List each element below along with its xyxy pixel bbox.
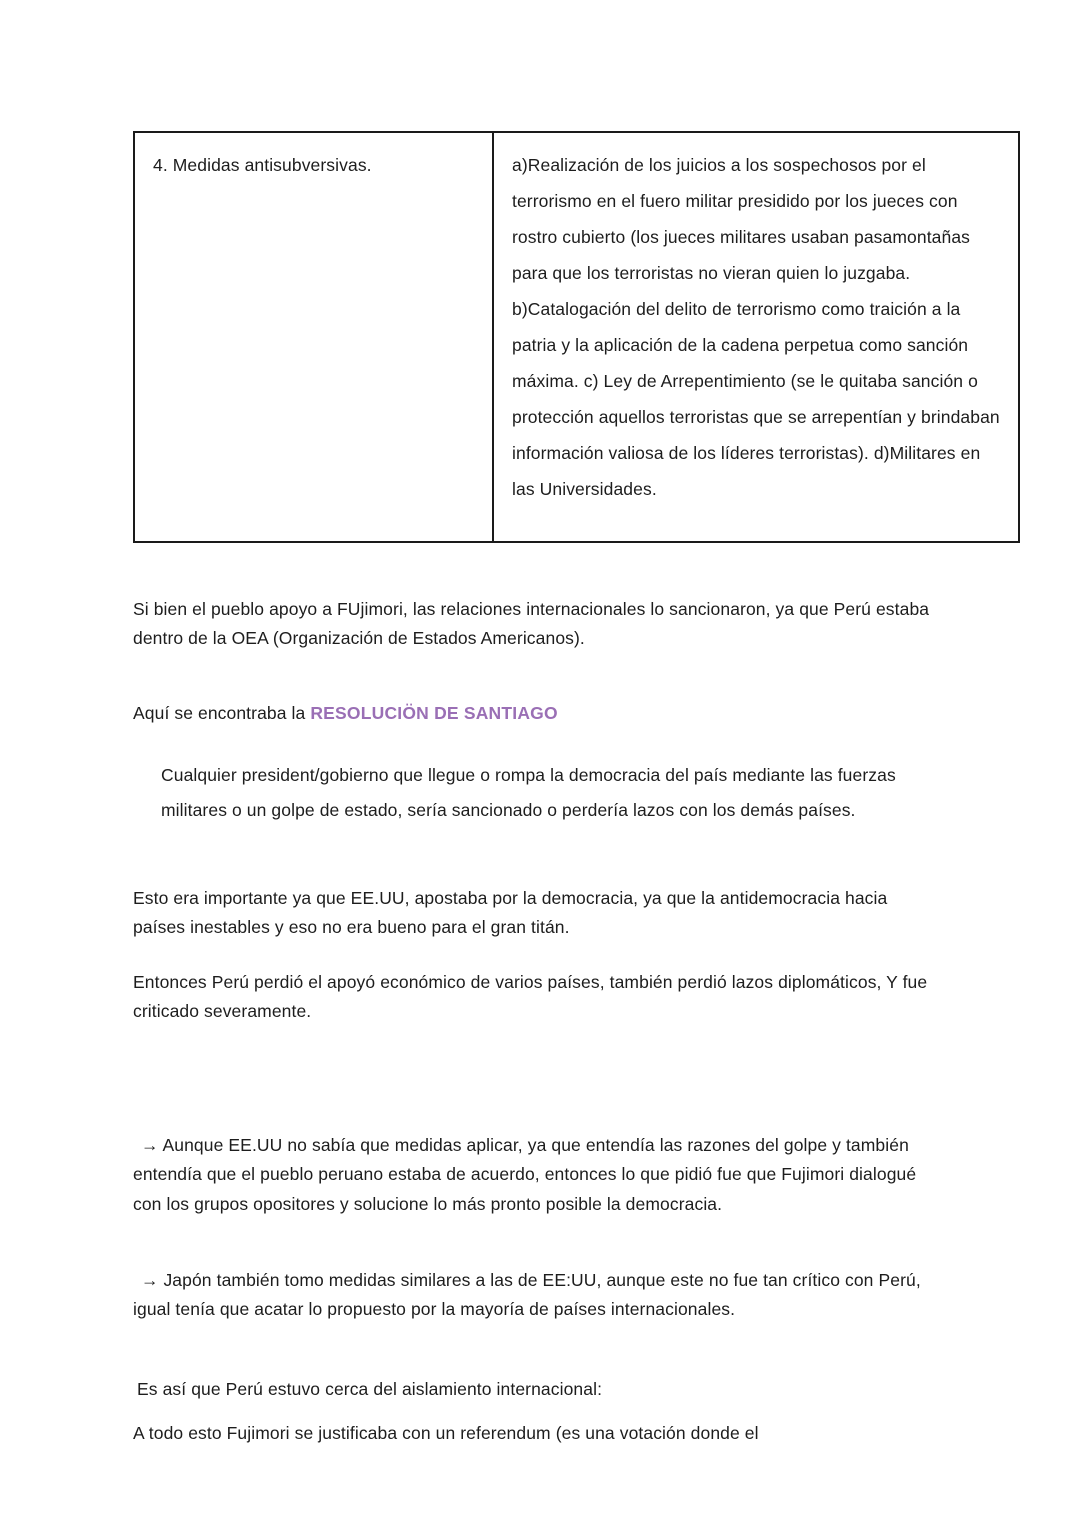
resolution-de-santiago-highlight: RESOLUCIÖN DE SANTIAGO	[310, 703, 558, 723]
paragraph-text: Es así que Perú estuvo cerca del aislamiento internacional:	[137, 1379, 603, 1399]
paragraph-resolution-intro	[133, 699, 939, 728]
table-row	[134, 132, 1019, 542]
table-cell-measure-label: 4. Medidas antisubversivas.	[134, 132, 493, 542]
paragraph-text: A todo esto Fujimori se justificaba con un referendum (es una votación donde el	[133, 1423, 759, 1443]
table-cell-measure-content	[493, 132, 1019, 542]
paragraph-usa-democracy	[133, 884, 939, 943]
quote-resolution-text	[161, 758, 951, 828]
paragraph-text: Esto era importante ya que EE.UU, apostaba por la democracia, ya que la antidemocracia hacia países inestables y eso no era bueno para el gran titán.	[133, 888, 888, 938]
resolution-intro-prefix: Aquí se encontraba la	[133, 703, 311, 723]
measures-table	[133, 131, 1020, 543]
paragraph-body: Aunque EE.UU no sabía que medidas aplicar, ya que entendía las razones del golpe y también entendía que el pueblo peruano estaba de acuerdo, entonces lo que pidió fue que Fujimori dialogué con los grupos opositores y solucione lo más pronto posible la democracia.	[133, 1135, 917, 1214]
right-arrow-icon: →	[141, 1135, 159, 1155]
paragraph-text	[133, 699, 939, 728]
paragraph-referendum	[133, 1419, 939, 1448]
quote-text: Cualquier president/gobierno que llegue o rompa la democracia del país mediante las fuerzas militares o un golpe de estado, sería sancionado o perdería lazos con los demás países.	[161, 765, 896, 820]
measure-content-text: a)Realización de los juicios a los sospechosos por el terrorismo en el fuero militar presidido por los jueces con rostro cubierto (los jueces militares usaban pasamontañas para que los terroristas no vieran quien lo juzgaba. b)Catalogación del delito de terrorismo como traición a la patria y la aplicación de la cadena perpetua como sanción máxima. c) Ley de Arrepentimiento (se le quitaba sanción o protección aquellos terroristas que se arrepentían y brindaban información valiosa de los líderes terroristas). d)Militares en las Universidades.	[512, 155, 1000, 500]
paragraph-text	[133, 1266, 939, 1325]
paragraph-peru-losses	[133, 968, 939, 1027]
paragraph-text: Si bien el pueblo apoyo a FUjimori, las relaciones internacionales lo sancionaron, ya que Perú estaba dentro de la OEA (Organización de Estados Americanos).	[133, 599, 930, 649]
paragraph-text	[133, 1131, 939, 1219]
paragraph-isolation-lead	[133, 1375, 939, 1404]
paragraph-body: Japón también tomo medidas similares a las de EE:UU, aunque este no fue tan crítico con Perú, igual tenía que acatar lo propuesto por la mayoría de países internacionales.	[133, 1270, 921, 1320]
right-arrow-icon: →	[141, 1270, 159, 1290]
paragraph-japan-measures	[133, 1266, 939, 1325]
paragraph-text: Entonces Perú perdió el apoyó económico de varios países, también perdió lazos diplomáticos, Y fue criticado severamente.	[133, 972, 928, 1022]
paragraph-usa-measures	[133, 1131, 939, 1219]
paragraph-international-sanctions	[133, 595, 939, 654]
